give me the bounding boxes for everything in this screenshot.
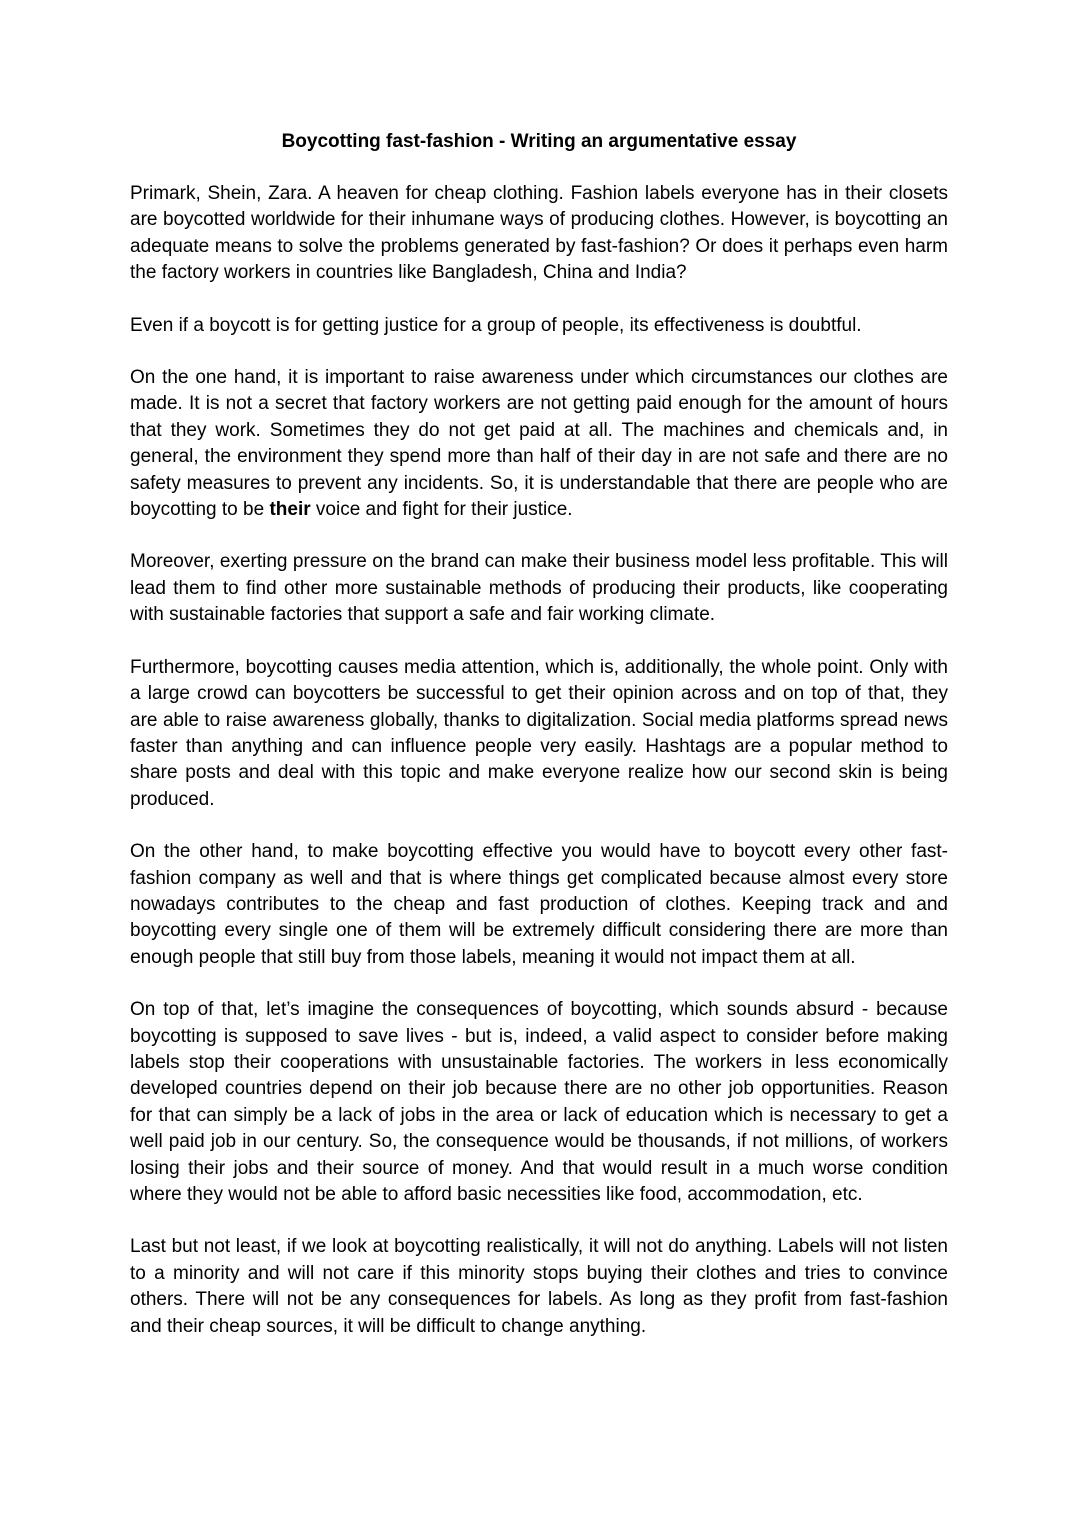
emphasis-their: their xyxy=(269,499,311,521)
paragraph-awareness-text: On the one hand, it is important to raise awareness under which circumstances our clothes are made. It is not a secret that factory workers are not getting paid enough for the amount of hours that they work. Sometimes they do not get paid at all. The machines and chemicals and, in general, the environment they spend more than half of their day in are not safe and there are no safety measures to prevent any incidents. So, it is understandable that there are people who are boycotting to be xyxy=(130,367,948,521)
paragraph-thesis: Even if a boycott is for getting justice for a group of people, its effectiveness is doubtful. xyxy=(130,314,862,336)
paragraph-pressure: Moreover, exerting pressure on the brand can make their business model less profitable. This will lead them to find other more sustainable methods of producing their products, like cooperating with sustainable factories that support a safe and fair working climate. xyxy=(130,551,948,626)
paragraph-awareness xyxy=(130,365,948,523)
paragraph-consequences: On top of that, let’s imagine the consequences of boycotting, which sounds absurd - because boycotting is supposed to save lives - but is, indeed, a valid aspect to consider before making labels stop their cooperations with unsustainable factories. The workers in less economically developed countries depend on their job because there are no other job opportunities. Reason for that can simply be a lack of jobs in the area or lack of education which is necessary to get a well paid job in our century. So, the consequence would be thousands, if not millions, of workers losing their jobs and their source of money. And that would result in a much worse condition where they would not be able to afford basic necessities like food, accommodation, etc. xyxy=(130,999,948,1205)
paragraph-intro: Primark, Shein, Zara. A heaven for cheap clothing. Fashion labels everyone has in their closets are boycotted worldwide for their inhumane ways of producing clothes. However, is boycotting an adequate means to solve the problems generated by fast-fashion? Or does it perhaps even harm the factory workers in countries like Bangladesh, China and India? xyxy=(130,183,948,284)
paragraph-conclusion: Last but not least, if we look at boycotting realistically, it will not do anything. Labels will not listen to a minority and will not care if this minority stops buying their clothes and tries to convince others. There will not be any consequences for labels. As long as they profit from fast-fashion and their cheap sources, it will be difficult to change anything. xyxy=(130,1236,948,1337)
paragraph-media: Furthermore, boycotting causes media attention, which is, additionally, the whole point. Only with a large crowd can boycotters be successful to get their opinion across and on top of that, they are able to raise awareness globally, thanks to digitalization. Social media platforms spread news faster than anything and can influence people very easily. Hashtags are a popular method to share posts and deal with this topic and make everyone realize how our second skin is being produced. xyxy=(130,656,948,810)
paragraph-other-hand: On the other hand, to make boycotting effective you would have to boycott every other fast-fashion company as well and that is where things get complicated because almost every store nowadays contributes to the cheap and fast production of clothes. Keeping track and and boycotting every single one of them will be extremely difficult considering there are more than enough people that still buy from those labels, meaning it would not impact them at all. xyxy=(130,841,948,968)
document-page xyxy=(130,128,948,1366)
paragraph-awareness-end: voice and fight for their justice. xyxy=(310,499,573,521)
document-title: Boycotting fast-fashion - Writing an argumentative essay xyxy=(281,131,797,152)
